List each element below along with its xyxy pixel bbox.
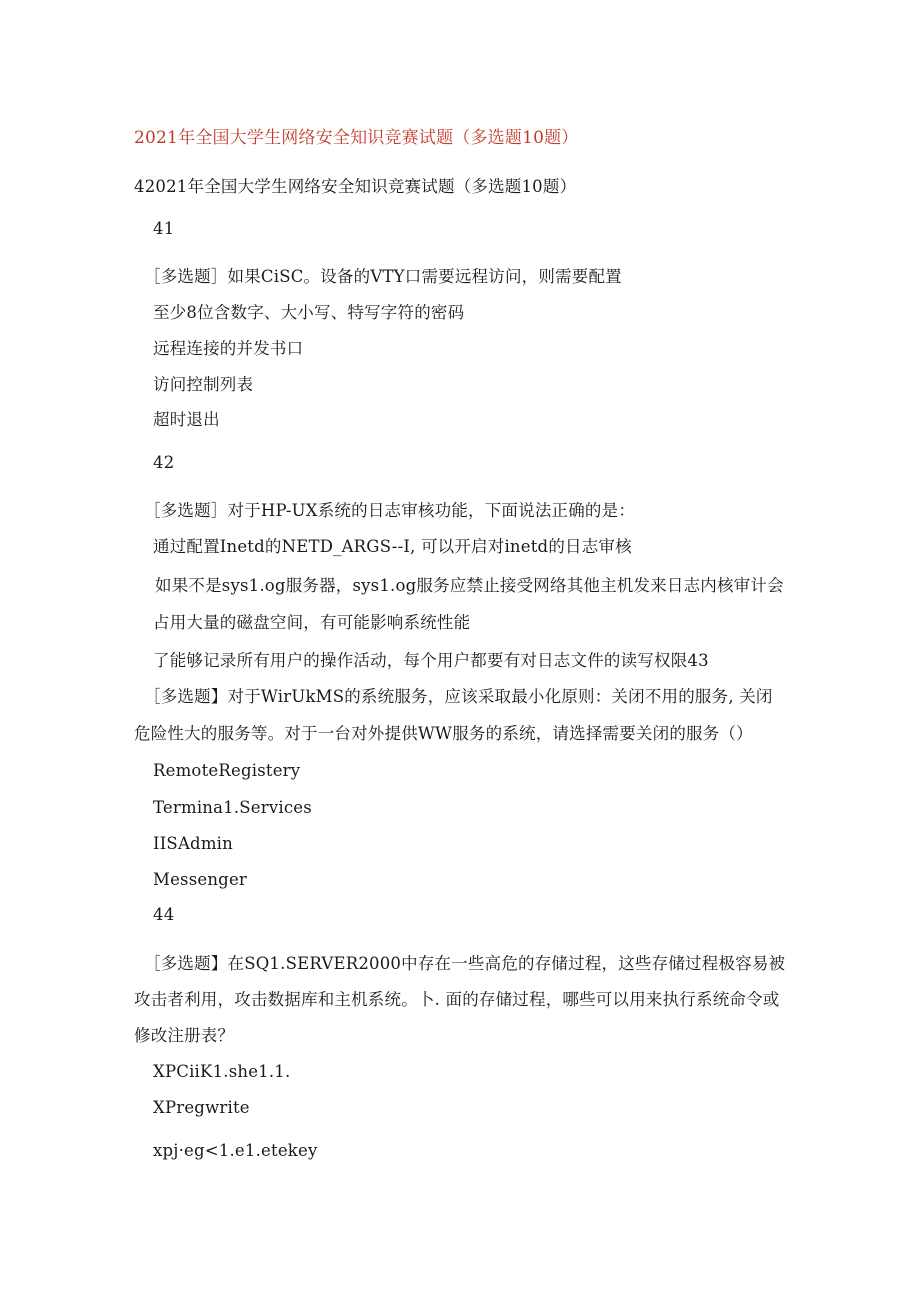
- document-subtitle: 42021年全国大学生网络安全知识竞赛试题（多选题10题）: [134, 177, 577, 196]
- answer-option: 如果不是sys1.og服务器，sys1.og服务应禁止接受网络其他主机发来日志内核审计会: [155, 576, 784, 595]
- answer-option: XPCiiK1.she1.1.: [153, 1062, 291, 1081]
- question-number: 44: [153, 905, 175, 924]
- answer-option: 远程连接的并发书口: [153, 339, 304, 358]
- answer-option: xpj·eg<1.e1.etekey: [153, 1141, 318, 1160]
- question-text: ［多选题】对于WirUkMS的系统服务，应该采取最小化原则：关闭不用的服务, 关闭: [144, 687, 773, 706]
- document-title: 2021年全国大学生网络安全知识竞赛试题（多选题10题）: [134, 128, 579, 148]
- question-text: ［多选题】在SQ1.SERVER2000中存在一些高危的存储过程，这些存储过程极容易被: [144, 954, 786, 973]
- answer-option: 了能够记录所有用户的操作活动，每个用户都要有对日志文件的读写权限43: [153, 651, 709, 670]
- answer-option: Termina1.Services: [153, 798, 312, 817]
- question-text: 攻击者利用，攻击数据库和主机系统。卜. 面的存储过程，哪些可以用来执行系统命令或: [134, 990, 780, 1009]
- answer-option: 通过配置Inetd的NETD_ARGS--I, 可以开启对inetd的日志审核: [153, 537, 632, 556]
- answer-option: Messenger: [153, 870, 248, 889]
- answer-option: 访问控制列表: [153, 375, 254, 394]
- question-text: ［多选题］如果CiSC。设备的VTY口需要远程访问，则需要配置: [144, 267, 622, 286]
- answer-option: 超时退出: [153, 410, 220, 429]
- answer-option: XPregwrite: [153, 1098, 250, 1117]
- question-number: 41: [153, 219, 175, 238]
- question-text: 修改注册表？: [134, 1026, 235, 1045]
- answer-option: 至少8位含数字、大小写、特写字符的密码: [153, 303, 465, 322]
- answer-option: RemoteRegistery: [153, 761, 301, 780]
- question-number: 42: [153, 453, 175, 472]
- answer-option: IISAdmin: [153, 834, 233, 853]
- answer-option: 占用大量的磁盘空间，有可能影响系统性能: [153, 613, 471, 632]
- question-text: 危险性大的服务等。对于一台对外提供WW服务的系统，请选择需要关闭的服务（）: [134, 724, 753, 743]
- question-text: ［多选题］对于HP-UX系统的日志审核功能，下面说法正确的是：: [144, 501, 636, 520]
